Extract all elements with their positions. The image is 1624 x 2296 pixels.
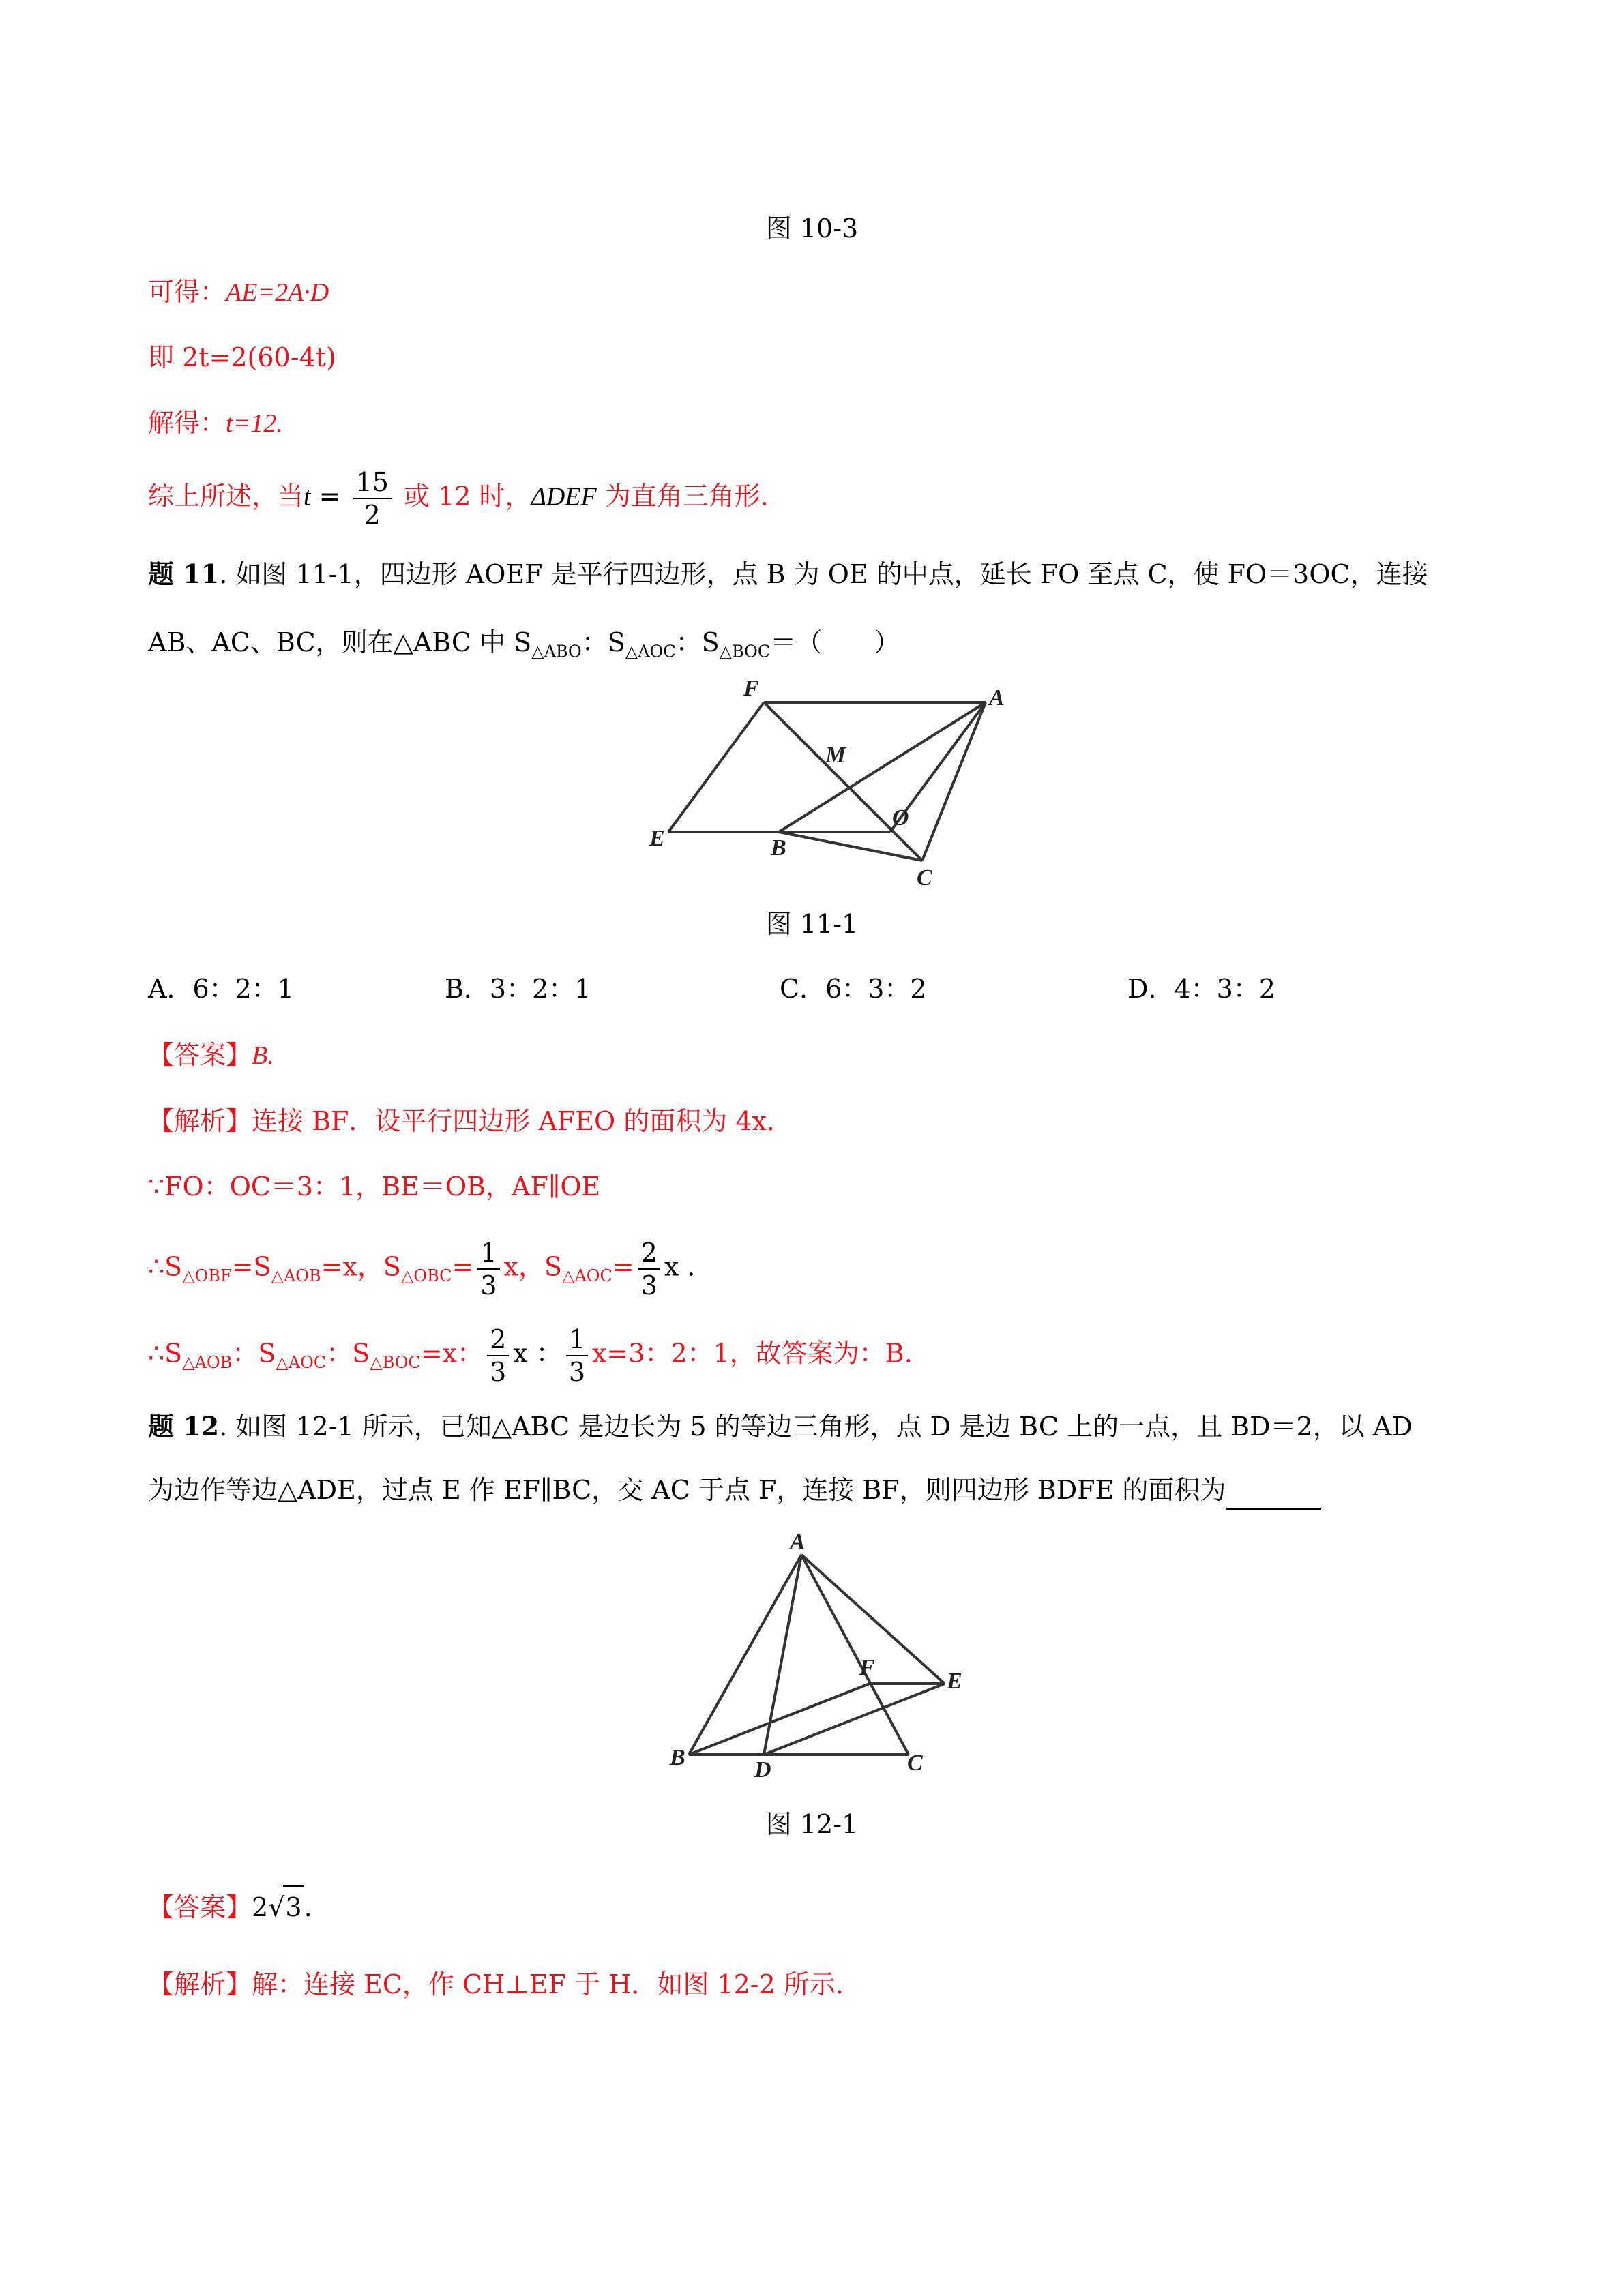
figure-12-1 bbox=[655, 1534, 982, 1787]
answer-blank bbox=[1226, 1481, 1321, 1510]
figure-caption-11-1: 图 11-1 bbox=[765, 909, 859, 939]
q10-line-3: 解得：t=12. bbox=[148, 408, 283, 438]
option-B: B．3：2：1 bbox=[445, 974, 591, 1004]
label-M: M bbox=[825, 743, 846, 768]
fraction-15-2: $\frac{15}{2}$ bbox=[353, 469, 392, 528]
q12-stem-line-1: 题 12. 如图 12-1 所示，已知△ABC 是边长为 5 的等边三角形，点 D 是边 BC 上的一点，且 BD＝2，以 AD bbox=[148, 1411, 1413, 1442]
q11-analysis-line-3: $\therefore S_{\triangle OBF}=S_{\triangle AOB}=x$，$S_{\triangle OBC}=$ $\frac{1}{3}$ x，$S_{\triangle AOC}=$ $\frac{2}{3}$ x . bbox=[148, 1238, 696, 1300]
segment-AC bbox=[922, 702, 986, 861]
segment-BF bbox=[689, 1684, 870, 1755]
q12-answer: 【答案】2√3. bbox=[148, 1885, 312, 1928]
q11-label: 题 11 bbox=[148, 558, 220, 589]
label-A-outer: A bbox=[989, 685, 1005, 711]
label-B: B bbox=[670, 1745, 685, 1770]
q11-analysis-line-2: ∵FO：OC＝3：1，BE＝OB，AF∥OE bbox=[148, 1172, 601, 1202]
q10-line-2: 即 2t=2(60-4t) bbox=[148, 342, 336, 372]
q11-analysis-line-4: $\therefore S_{\triangle AOB}$：$S_{\triangle AOC}$：$S_{\triangle BOC}=x$： $\frac{2}{3}$ x ： $\frac{1}{3}$ x=3：2：1，故答案为：B. bbox=[148, 1324, 913, 1387]
q11-analysis-line-1: 【解析】连接 BF．设平行四边形 AFEO 的面积为 4x． bbox=[148, 1106, 793, 1136]
q10-conclusion: 综上所述，当t = $\frac{15}{2}$ 或 12 时，ΔDEF 为直角三角形. bbox=[148, 467, 769, 530]
q12-stem-line-2: 为边作等边△ADE，过点 E 作 EF∥BC，交 AC 于点 F，连接 BF，则四边形 BDFE 的面积为 bbox=[148, 1470, 1321, 1510]
segment-DE bbox=[764, 1684, 945, 1755]
label-C: C bbox=[917, 865, 932, 891]
label-C: C bbox=[907, 1750, 923, 1776]
option-C: C．6：3：2 bbox=[780, 974, 927, 1004]
segment-AB bbox=[689, 1555, 801, 1755]
label-F: F bbox=[743, 676, 759, 701]
q11-answer: 【答案】B. bbox=[148, 1040, 274, 1070]
q10-line-1: 可得：AE=2A·D bbox=[148, 277, 329, 307]
label-A: A bbox=[790, 1534, 806, 1555]
figure-caption-12-1: 图 12-1 bbox=[765, 1809, 859, 1839]
segment-AD bbox=[764, 1555, 801, 1755]
label-D: D bbox=[754, 1757, 771, 1783]
figure-11-1 bbox=[641, 668, 996, 900]
label-B: B bbox=[771, 835, 786, 861]
segment-FE bbox=[668, 702, 764, 832]
figure-caption-10-3: 图 10-3 bbox=[765, 213, 859, 243]
option-D: D．4：3：2 bbox=[1127, 974, 1275, 1004]
segment-AC bbox=[801, 1555, 909, 1755]
q12-analysis-line-1: 【解析】解：连接 EC，作 CH⊥EF 于 H．如图 12-2 所示. bbox=[148, 1969, 844, 1999]
option-A: A．6：2：1 bbox=[148, 974, 294, 1004]
label-O: O bbox=[892, 805, 909, 831]
label-F: F bbox=[859, 1655, 875, 1680]
label-E: E bbox=[649, 826, 665, 851]
label-E: E bbox=[947, 1669, 962, 1694]
q12-label: 题 12 bbox=[148, 1411, 220, 1442]
q11-stem-line-2: AB、AC、BC，则在△ABC 中 $S_{\triangle ABO}$：$S_{\triangle AOC}$：$S_{\triangle BOC}=$（ ） bbox=[148, 627, 900, 661]
q11-stem-line-1: 题 11. 如图 11-1，四边形 AOEF 是平行四边形，点 B 为 OE 的中点，延长 FO 至点 C，使 FO＝3OC，连接 bbox=[148, 558, 1428, 589]
segment-AB bbox=[779, 702, 986, 832]
segment-FC bbox=[764, 702, 922, 861]
segment-BC bbox=[779, 832, 922, 861]
